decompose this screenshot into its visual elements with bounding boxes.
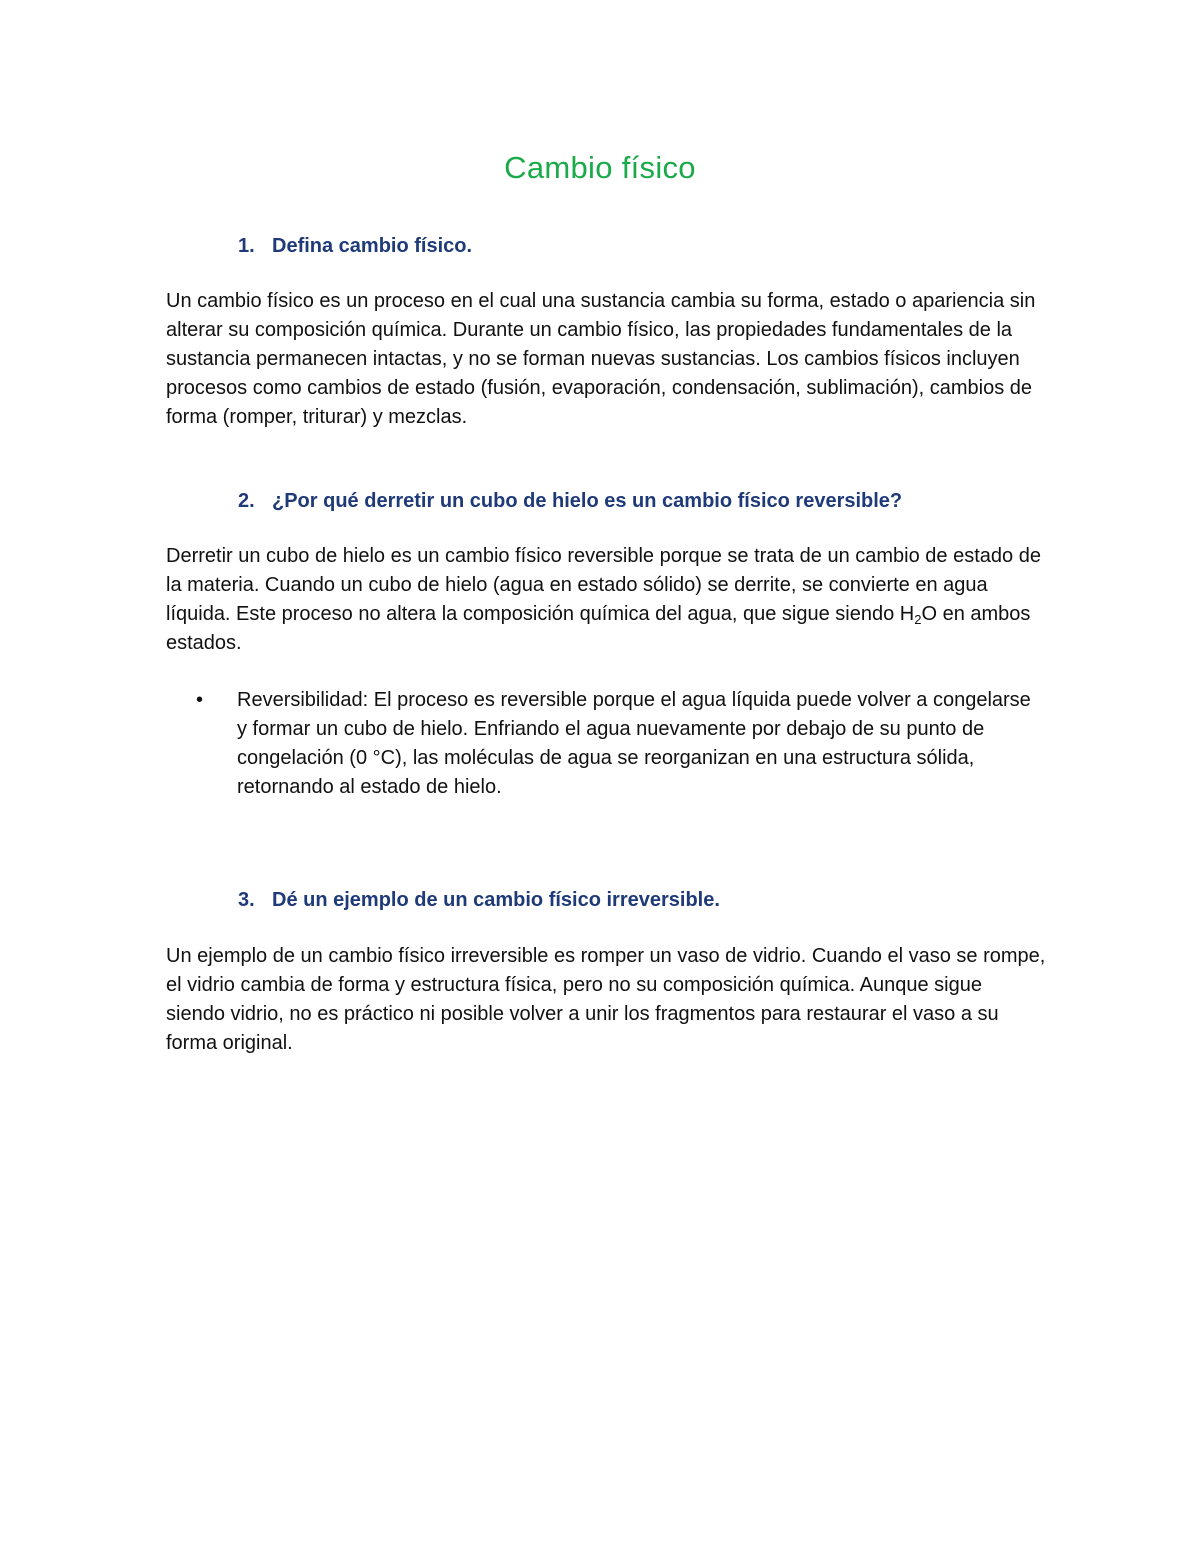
answer-2-text-start: Derretir un cubo de hielo es un cambio físico reversible porque se trata de un cambio de estado de la materia. Cuando un cubo de hielo (agua en estado sólido) se derrite, se convierte en agua líquida. Este proceso no altera la composición química del agua, que sigue siendo H [166, 545, 1041, 625]
bullet-dot-icon: • [196, 689, 204, 711]
bullet-item-reversibilidad [196, 686, 1046, 802]
question-1-text: Defina cambio físico. [272, 235, 473, 257]
question-3-text: Dé un ejemplo de un cambio físico irreversible. [272, 889, 720, 911]
question-1-heading [238, 232, 472, 260]
answer-2-text [166, 542, 1046, 658]
answer-2-subscript: 2 [914, 612, 922, 627]
bullet-text: Reversibilidad: El proceso es reversible porque el agua líquida puede volver a congelarse y formar un cubo de hielo. Enfriando el agua nuevamente por debajo de su punto de congelación (0 °C), las moléculas de agua se reorganizan en una estructura sólida, retornando al estado de hielo. [237, 689, 1031, 798]
question-3-heading [238, 886, 720, 914]
answer-2 [166, 542, 1046, 658]
question-3-number: 3. [238, 889, 255, 911]
question-2-number: 2. [238, 490, 255, 512]
answer-1-text: Un cambio físico es un proceso en el cual una sustancia cambia su forma, estado o apariencia sin alterar su composición química. Durante un cambio físico, las propiedades fundamentales de la sustancia permanecen intactas, y no se forman nuevas sustancias. Los cambios físicos incluyen procesos como cambios de estado (fusión, evaporación, condensación, sublimación), cambios de forma (romper, triturar) y mezclas. [166, 290, 1036, 428]
document-title: Cambio físico [504, 150, 696, 185]
question-2-text: ¿Por qué derretir un cubo de hielo es un cambio físico reversible? [272, 490, 903, 512]
answer-2-text-end: O en ambos estados. [166, 603, 1031, 654]
question-2-heading [238, 487, 902, 515]
question-1-number: 1. [238, 235, 255, 257]
answer-3-text: Un ejemplo de un cambio físico irreversible es romper un vaso de vidrio. Cuando el vaso se rompe, el vidrio cambia de forma y estructura física, pero no su composición química. Aunque sigue siendo vidrio, no es práctico ni posible volver a unir los fragmentos para restaurar el vaso a su forma original. [166, 945, 1046, 1054]
answer-1 [166, 287, 1046, 432]
answer-3 [166, 942, 1046, 1058]
